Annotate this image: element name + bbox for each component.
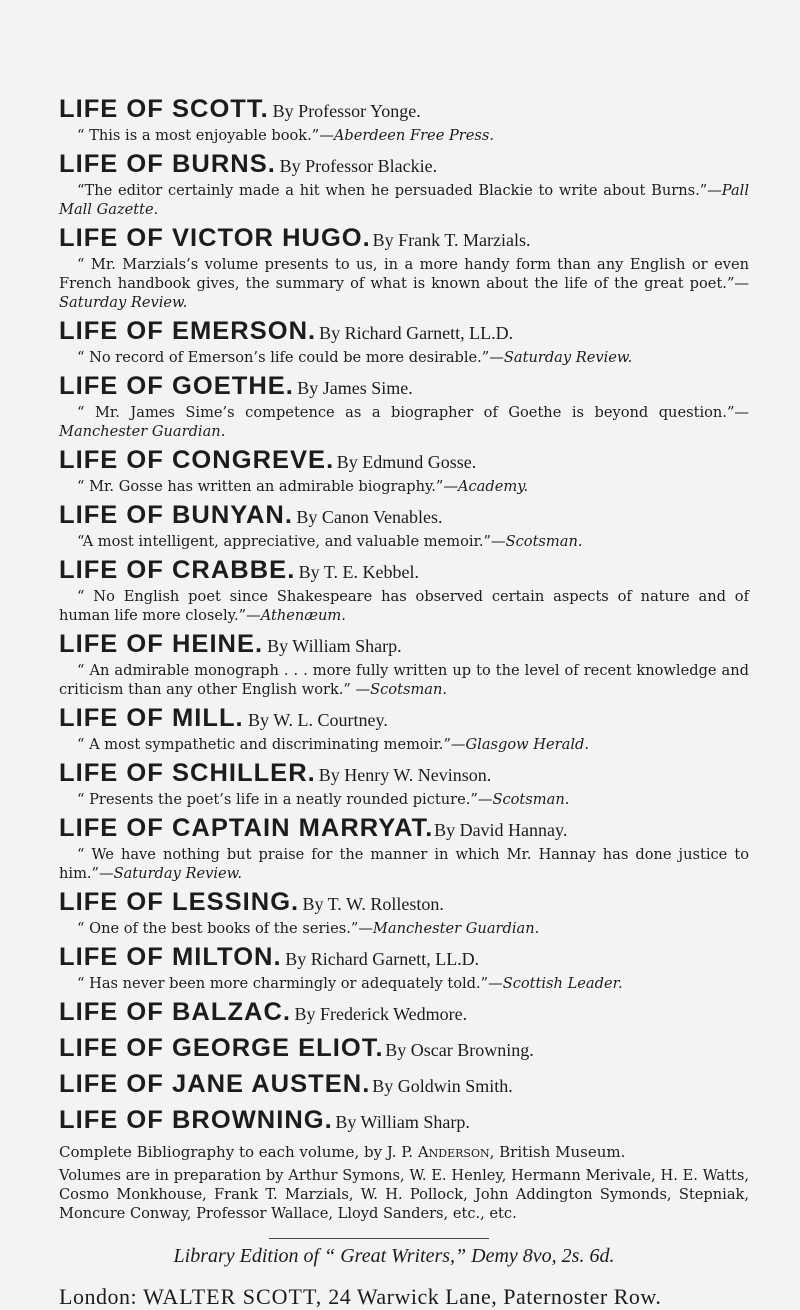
quote-source: Academy. [457,478,529,495]
book-author: By Professor Yonge. [272,101,421,121]
book-entry [59,1034,749,1065]
review-quote [59,919,749,938]
bibliography-text: Complete Bibliography to each volume, by J. P. [59,1143,418,1161]
book-author: By Richard Garnett, LL.D. [319,323,514,343]
entries-list [59,95,749,1137]
book-entry [59,150,749,219]
quote-source: Scotsman. [505,533,583,550]
entry-heading [59,888,749,919]
imprint-place: London: [59,1283,138,1309]
entry-heading [59,630,749,661]
book-title: LIFE OF BUNYAN. [59,501,293,529]
entry-heading [59,556,749,587]
book-entry [59,943,749,993]
quote-source: Scotsman. [370,681,448,698]
book-author: By William Sharp. [267,636,402,656]
quote-source: Glasgow Herald. [465,736,589,753]
book-author: By T. W. Rolleston. [302,894,444,914]
review-quote [59,403,749,441]
review-quote [59,126,749,145]
book-author: By William Sharp. [335,1112,470,1132]
quote-source: Manchester Guardian. [59,423,226,440]
bibliography-note [59,1142,749,1162]
book-title: LIFE OF GEORGE ELIOT. [59,1034,384,1062]
book-title: LIFE OF MILL. [59,704,244,732]
quote-source: Saturday Review. [113,865,243,882]
book-entry [59,501,749,551]
quote-source: Scotsman. [492,791,570,808]
entry-heading [59,759,749,790]
quote-source: Aberdeen Free Press. [333,127,495,144]
entry-heading [59,150,749,181]
entry-heading [59,998,749,1029]
entry-heading [59,317,749,348]
book-entry [59,1070,749,1101]
book-entry [59,1106,749,1137]
quote-source: Manchester Guardian. [372,920,540,937]
quote-text: “ We have nothing but praise for the manner in which Mr. Hannay has done justice to him.”— [59,846,749,882]
quote-text: “A most intelligent, appreciative, and valuable memoir.”— [77,533,506,550]
book-entry [59,998,749,1029]
quote-text: “ Mr. James Sime’s competence as a biographer of Goethe is beyond question.”— [77,404,749,421]
imprint-address: 24 Warwick Lane, Paternoster Row. [328,1283,662,1309]
book-entry [59,888,749,938]
entry-heading [59,814,749,845]
quote-text: “ One of the best books of the series.”— [77,920,373,937]
book-author: By Richard Garnett, LL.D. [285,949,480,969]
book-title: LIFE OF SCHILLER. [59,759,316,787]
book-entry [59,372,749,441]
entry-heading [59,1034,749,1065]
book-title: LIFE OF CONGREVE. [59,446,335,474]
review-quote [59,974,749,993]
book-author: By W. L. Courtney. [248,710,388,730]
book-title: LIFE OF HEINE. [59,630,264,658]
book-title: LIFE OF CAPTAIN MARRYAT. [59,814,434,842]
quote-text: “ Mr. Gosse has written an admirable biography.”— [77,478,458,495]
book-author: By David Hannay. [434,820,568,840]
book-title: LIFE OF BURNS. [59,150,276,178]
quote-text: “ Has never been more charmingly or adequately told.”— [77,975,503,992]
volumes-note: Volumes are in preparation by Arthur Symons, W. E. Henley, Hermann Merivale, H. E. Watts, Cosmo Monkhouse, Frank T. Marzials, W. H. Pollock, John Addington Symonds, Stepniak, Moncure Conway, Professor Wallace, Lloyd Sanders, etc., etc. [59,1167,749,1222]
quote-text: “ An admirable monograph . . . more fully written up to the level of recent knowledge and criticism than any other English work.” — [59,662,749,698]
quote-text: “ No English poet since Shakespeare has observed certain aspects of nature and of human life more closely.”— [59,588,749,624]
entry-heading [59,1106,749,1137]
book-title: LIFE OF BROWNING. [59,1106,333,1134]
book-entry [59,814,749,883]
entry-heading [59,372,749,403]
advertisement-page [59,95,749,1310]
library-edition: Library Edition of “ Great Writers,” Demy 8vo, 2s. 6d. [173,1244,615,1267]
book-entry [59,446,749,496]
book-author: By Frank T. Marzials. [372,230,531,250]
entry-heading [59,1070,749,1101]
entry-heading [59,95,749,126]
quote-source: Pall Mall Gazette. [59,182,749,218]
quote-source: Scottish Leader. [502,975,623,992]
book-entry [59,317,749,367]
review-quote [59,181,749,219]
book-title: LIFE OF EMERSON. [59,317,317,345]
quote-text: “ A most sympathetic and discriminating memoir.”— [77,736,466,753]
book-author: By Goldwin Smith. [372,1076,513,1096]
book-entry [59,224,749,312]
book-author: By Frederick Wedmore. [294,1004,468,1024]
quote-text: “ This is a most enjoyable book.”— [77,127,334,144]
review-quote [59,477,749,496]
book-author: By Edmund Gosse. [336,452,477,472]
quote-text: “ No record of Emerson’s life could be more desirable.”— [77,349,504,366]
book-author: By Oscar Browning. [385,1040,534,1060]
book-author: By Henry W. Nevinson. [318,765,492,785]
quote-text: “ Mr. Marzials’s volume presents to us, in a more handy form than any English or even French handbook gives, the summary of what is known about the life of the great poet.”— [59,256,749,292]
book-author: By James Sime. [297,378,413,398]
book-title: LIFE OF CRABBE. [59,556,296,584]
review-quote [59,255,749,312]
bibliography-suffix: , British Museum. [489,1143,626,1161]
book-entry [59,704,749,754]
bibliography-name: Anderson [417,1143,490,1161]
review-quote [59,532,749,551]
book-title: LIFE OF SCOTT. [59,95,269,123]
book-title: LIFE OF GOETHE. [59,372,294,400]
book-title: LIFE OF VICTOR HUGO. [59,224,371,252]
entry-heading [59,446,749,477]
imprint [59,1284,749,1310]
entry-heading [59,704,749,735]
review-quote [59,790,749,809]
book-author: By T. E. Kebbel. [298,562,419,582]
review-quote [59,348,749,367]
entry-heading [59,943,749,974]
book-title: LIFE OF BALZAC. [59,998,292,1026]
divider [269,1238,489,1239]
quote-source: Saturday Review. [59,294,188,311]
book-author: By Canon Venables. [296,507,443,527]
book-entry [59,95,749,145]
review-quote [59,661,749,699]
imprint-publisher: WALTER SCOTT, [143,1283,323,1309]
book-entry [59,630,749,699]
entry-heading [59,224,749,255]
review-quote [59,735,749,754]
book-title: LIFE OF JANE AUSTEN. [59,1070,371,1098]
book-title: LIFE OF MILTON. [59,943,282,971]
review-quote [59,587,749,625]
book-entry [59,556,749,625]
quote-source: Saturday Review. [503,349,633,366]
book-entry [59,759,749,809]
quote-source: Athenæum. [260,607,346,624]
entry-heading [59,501,749,532]
book-title: LIFE OF LESSING. [59,888,300,916]
book-author: By Professor Blackie. [279,156,438,176]
quote-text: “The editor certainly made a hit when he persuaded Blackie to write about Burns.”— [77,182,722,199]
quote-text: “ Presents the poet’s life in a neatly rounded picture.”— [77,791,493,808]
review-quote [59,845,749,883]
